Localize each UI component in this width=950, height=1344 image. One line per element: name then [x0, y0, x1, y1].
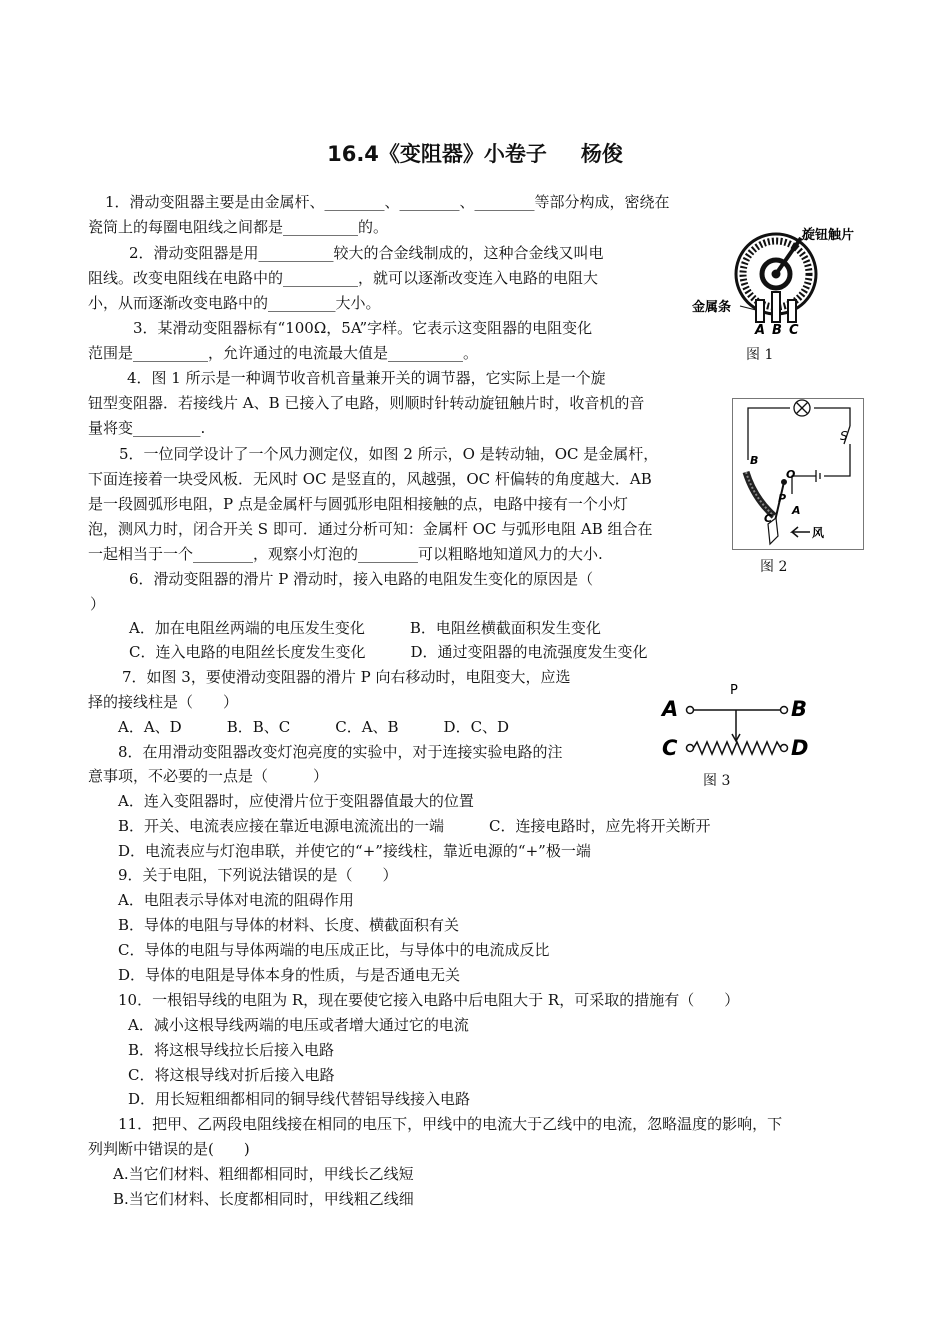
q4-line-2: 钮型变阻器．若接线片 A、B 已接入了电路，则顺时针转动旋钮触片时，收音机的音: [88, 394, 645, 412]
q9-option-b: B．导体的电阻与导体的材料、长度、横截面积有关: [118, 916, 460, 934]
q6-line-2: ）: [90, 595, 106, 613]
q2-line-1: 2．滑动变阻器是用__________较大的合金线制成的，这种合金线又叫电: [129, 244, 604, 262]
q9-option-d: D．导体的电阻是导体本身的性质，与是否通电无关: [118, 966, 461, 984]
q10-option-a: A．减小这根导线两端的电压或者增大通过它的电流: [128, 1016, 469, 1034]
q5-line-1: 5．一位同学设计了一个风力测定仪，如图 2 所示，O 是转动轴，OC 是金属杆，: [119, 445, 659, 463]
q8-option-bc: B．开关、电流表应接在靠近电源电流流出的一端 C．连接电路时，应先将开关断开: [118, 817, 711, 835]
q6-line-1: 6．滑动变阻器的滑片 P 滑动时，接入电路的电阻发生变化的原因是（: [129, 570, 594, 588]
figure-3-slide-rheostat: [660, 680, 820, 766]
fig2-label-a: A: [792, 504, 801, 517]
fig3-label-c: C: [662, 736, 678, 760]
figure-2-wind-meter-circuit: [732, 398, 864, 550]
q9-option-a: A．电阻表示导体对电流的阻碍作用: [118, 891, 354, 909]
q11-line-1: 11．把甲、乙两段电阻线接在相同的电压下，甲线中的电流大于乙线中的电流，忽略温度的影响，下: [118, 1115, 783, 1133]
author: 杨俊: [580, 142, 623, 166]
q9-option-c: C．导体的电阻与导体两端的电压成正比，与导体中的电流成反比: [118, 941, 550, 959]
fig3-label-b: B: [791, 697, 808, 721]
page-title: [0, 138, 950, 168]
q5-line-4: 泡，测风力时，闭合开关 S 即可．通过分析可知：金属杆 OC 与弧形电阻 AB 组合在: [88, 520, 653, 538]
q5-line-5: 一起相当于一个________，观察小灯泡的________可以粗略地知道风力的大小.: [88, 545, 603, 563]
q2-line-2: 阻线。改变电阻线在电路中的__________，就可以逐渐改变连入电路的电阻大: [88, 269, 599, 287]
fig1-strip-label: 金属条: [692, 300, 732, 315]
fig1-terminal-b: B: [772, 323, 782, 338]
q5-line-2: 下面连接着一块受风板．无风时 OC 是竖直的，风越强，OC 杆偏转的角度越大．AB: [88, 470, 652, 488]
q8-line-1: 8．在用滑动变阻器改变灯泡亮度的实验中，对于连接实验电路的注: [118, 743, 563, 761]
lamp-icon: [794, 400, 810, 416]
q8-line-2: 意事项，不必要的一点是（ ）: [88, 767, 329, 785]
rheostat-drawing: [687, 707, 788, 755]
q4-line-3: 量将变_________.: [88, 419, 206, 437]
fig1-terminal-c: C: [789, 323, 799, 338]
fig1-terminal-a: A: [755, 323, 766, 338]
q11-option-a: A.当它们材料、粗细都相同时，甲线长乙线短: [113, 1165, 414, 1183]
q1-line-1: 1．滑动变阻器主要是由金属杆、________、________、________等部分构成，密绕在: [105, 193, 670, 211]
fig3-label-a: A: [662, 697, 679, 721]
fig3-label-p: P: [730, 683, 738, 698]
fig2-label-wind: 风: [812, 526, 825, 540]
circuit-wires: [748, 408, 850, 494]
q3-line-1: 3．某滑动变阻器标有“100Ω，5A”字样。它表示这变阻器的电阻变化: [133, 319, 593, 337]
figure-1-caption: 图 1: [746, 347, 774, 363]
fig2-label-p: P: [778, 492, 787, 505]
wind-arrow-icon: [792, 527, 810, 537]
figure-3-caption: 图 3: [703, 773, 731, 789]
q1-line-2: 瓷筒上的每圈电阻线之间都是__________的。: [88, 218, 389, 236]
q9-line: 9．关于电阻，下列说法错误的是（ ）: [118, 866, 398, 884]
q5-line-3: 是一段圆弧形电阻，P 点是金属杆与圆弧形电阻相接触的点，电路中接有一个小灯: [88, 495, 628, 513]
figure-1-rotary-potentiometer: [690, 222, 875, 340]
q10-line: 10．一根铝导线的电阻为 R，现在要使它接入电路中后电阻大于 R，可采取的措施有（ ）: [118, 991, 740, 1009]
q7-line-2: 择的接线柱是（ ）: [88, 693, 239, 711]
fig2-label-b: B: [750, 454, 759, 467]
q6-options-ab: A．加在电阻丝两端的电压发生变化 B．电阻丝横截面积发生变化: [129, 619, 601, 637]
q10-option-b: B．将这根导线拉长后接入电路: [128, 1041, 335, 1059]
fig2-label-o: O: [786, 468, 796, 481]
q10-option-c: C．将这根导线对折后接入电路: [128, 1066, 335, 1084]
q7-line-1: 7．如图 3，要使滑动变阻器的滑片 P 向右移动时，电阻变大，应选: [122, 668, 571, 686]
q7-options: A．A、D B．B、C C．A、B D．C、D: [118, 718, 510, 736]
q11-option-b: B.当它们材料、长度都相同时，甲线粗乙线细: [113, 1190, 414, 1208]
q8-option-a: A．连入变阻器时，应使滑片位于变阻器值最大的位置: [118, 792, 474, 810]
q3-line-2: 范围是__________，允许通过的电流最大值是__________。: [88, 344, 479, 362]
fig1-knob-label: 旋钮触片: [802, 228, 855, 243]
q6-options-cd: C．连入电路的电阻丝长度发生变化 D．通过变阻器的电流强度发生变化: [129, 643, 648, 661]
q8-option-d: D．电流表应与灯泡串联，并使它的“+”接线柱，靠近电源的“+”极一端: [118, 842, 591, 860]
q11-line-2: 列判断中错误的是( ): [88, 1140, 250, 1158]
figure-2-caption: 图 2: [760, 559, 788, 575]
q4-line-1: 4．图 1 所示是一种调节收音机音量兼开关的调节器，它实际上是一个旋: [127, 369, 606, 387]
q2-line-3: 小，从而逐渐改变电路中的_________大小。: [88, 294, 381, 312]
fig3-label-d: D: [791, 736, 809, 760]
arc-resistor: [746, 472, 774, 516]
q10-option-d: D．用长短粗细都相同的铜导线代替铝导线接入电路: [128, 1090, 471, 1108]
fig2-label-c: C: [764, 512, 773, 525]
title-text: 16.4《变阻器》小卷子: [327, 142, 547, 166]
fig2-label-s: S: [840, 429, 848, 443]
